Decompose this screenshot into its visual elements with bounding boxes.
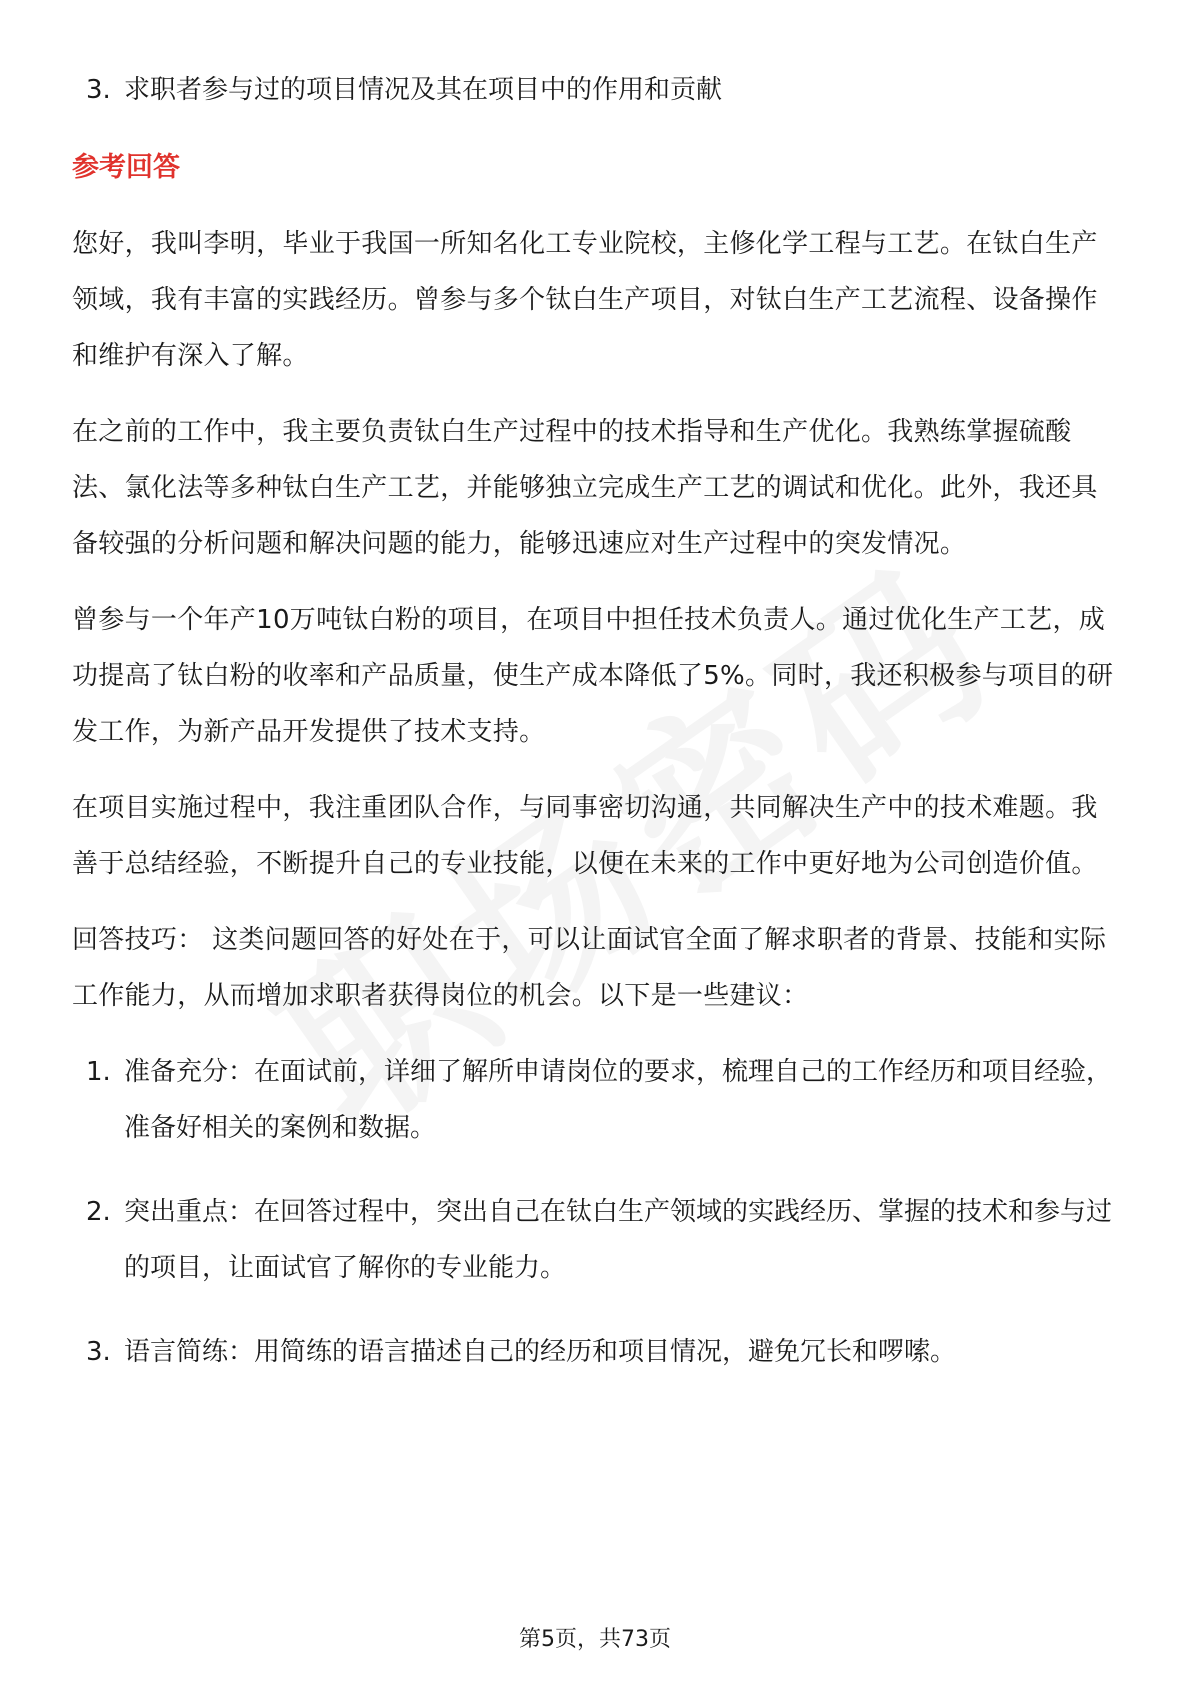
question-text: 求职者参与过的项目情况及其在项目中的作用和贡献 (124, 75, 723, 105)
tip-number: 1. (86, 1057, 111, 1087)
answer-tips-intro: 回答技巧： 这类问题回答的好处在于，可以让面试官全面了解求职者的背景、技能和实际工作能力，从而增加求职者获得岗位的机会。以下是一些建议： (72, 925, 1107, 1011)
answer-paragraph: 在项目实施过程中，我注重团队合作，与同事密切沟通，共同解决生产中的技术难题。我善于总结经验，不断提升自己的专业技能，以便在未来的工作中更好地为公司创造价值。 (72, 793, 1098, 879)
tip-number: 2. (86, 1197, 111, 1227)
question-number: 3. (86, 75, 111, 105)
tip-text: 语言简练：用简练的语言描述自己的经历和项目情况，避免冗长和啰嗦。 (124, 1337, 957, 1367)
tip-text: 突出重点：在回答过程中，突出自己在钛白生产领域的实践经历、掌握的技术和参与过的项目，让面试官了解你的专业能力。 (124, 1197, 1113, 1283)
answer-paragraph: 曾参与一个年产10万吨钛白粉的项目，在项目中担任技术负责人。通过优化生产工艺，成功提高了钛白粉的收率和产品质量，使生产成本降低了5%。同时，我还积极参与项目的研发工作，为新产品开发提供了技术支持。 (72, 605, 1114, 747)
tip-item (72, 1324, 1122, 1380)
tip-number: 3. (86, 1337, 111, 1367)
tip-item (72, 1044, 1122, 1156)
page-content (72, 62, 1122, 1408)
tip-item (72, 1184, 1122, 1296)
tip-text: 准备充分：在面试前，详细了解所申请岗位的要求，梳理自己的工作经历和项目经验，准备好相关的案例和数据。 (124, 1057, 1113, 1143)
answer-paragraph: 在之前的工作中，我主要负责钛白生产过程中的技术指导和生产优化。我熟练掌握硫酸法、氯化法等多种钛白生产工艺，并能够独立完成生产工艺的调试和优化。此外，我还具备较强的分析问题和解决问题的能力，能够迅速应对生产过程中的突发情况。 (72, 417, 1098, 559)
question-item (72, 62, 1122, 118)
page-footer: 第5页，共73页 (519, 1627, 671, 1652)
answer-paragraph: 您好，我叫李明，毕业于我国一所知名化工专业院校，主修化学工程与工艺。在钛白生产领域，我有丰富的实践经历。曾参与多个钛白生产项目，对钛白生产工艺流程、设备操作和维护有深入了解。 (72, 229, 1098, 371)
tips-list (72, 1044, 1122, 1380)
reference-answer-heading: 参考回答 (72, 152, 180, 183)
